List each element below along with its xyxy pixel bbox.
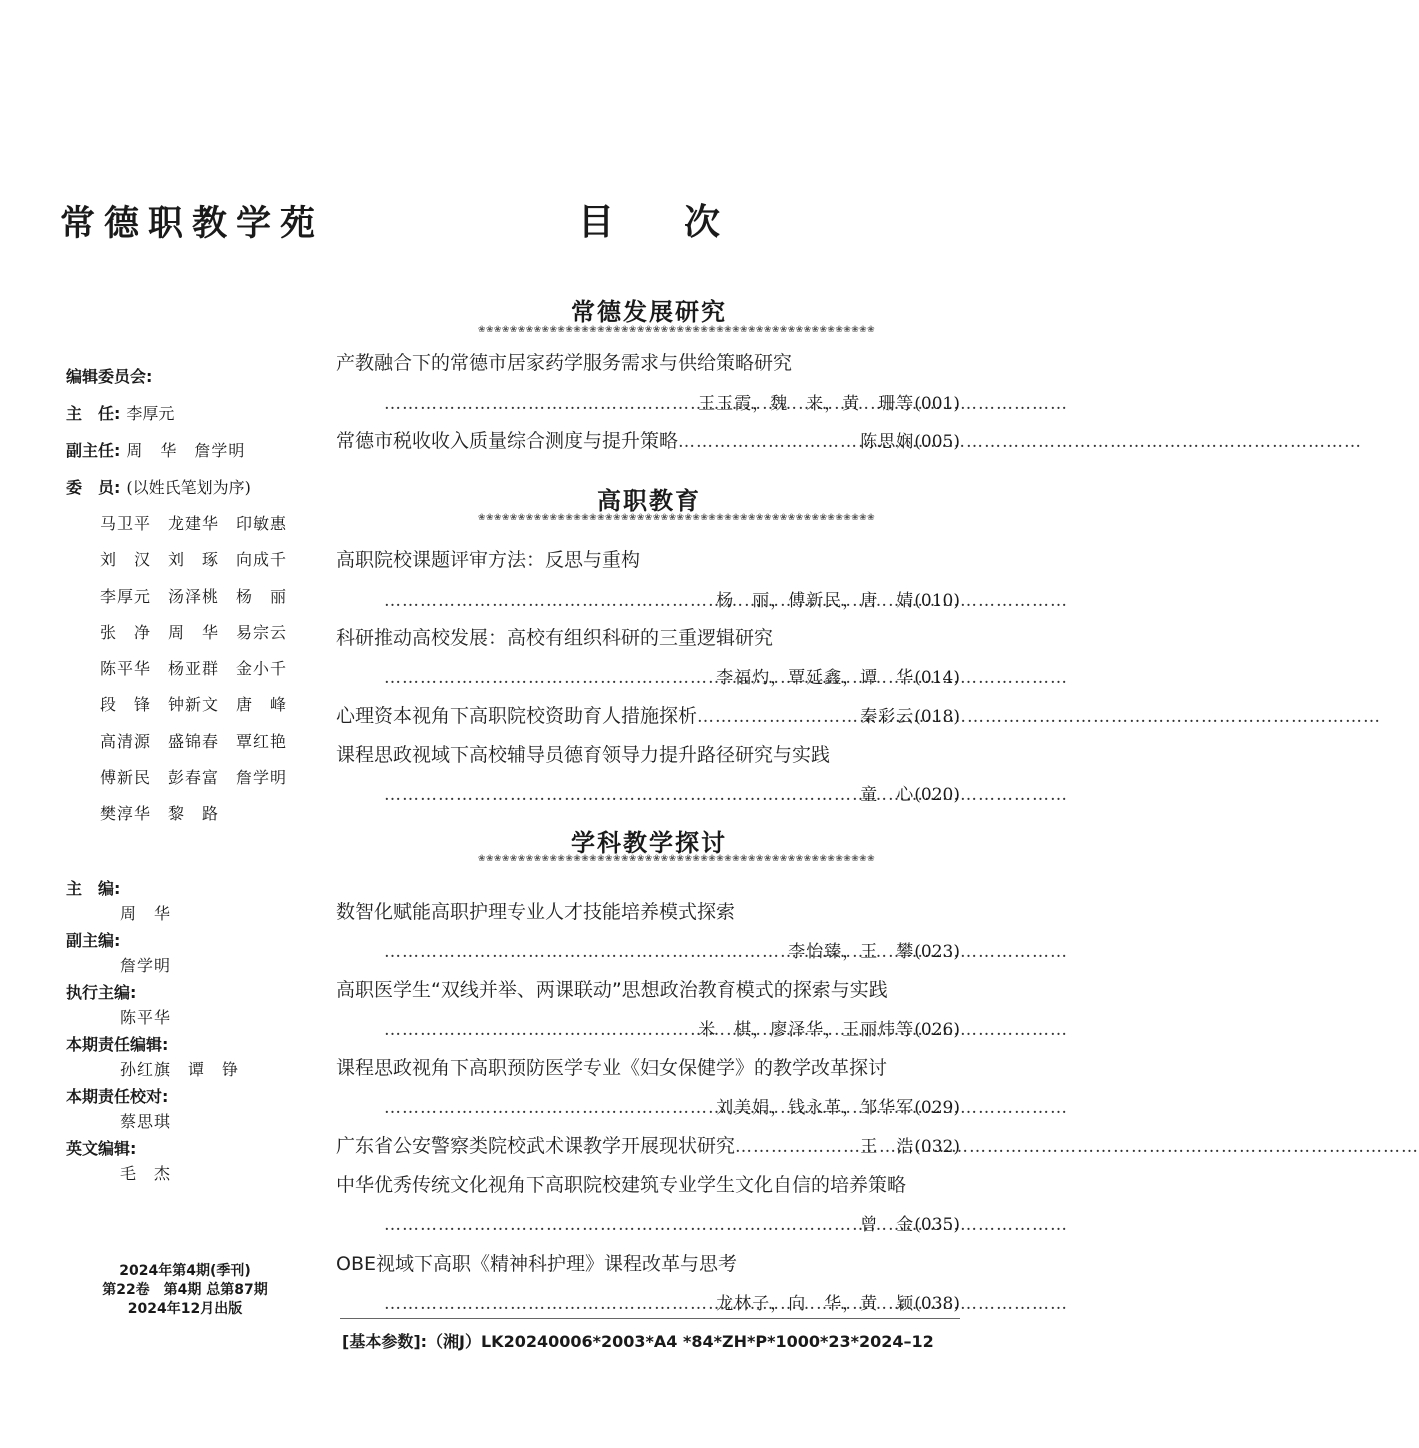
- article-authors: 李怡臻，王 攀: [788, 942, 915, 962]
- article-authors: 杨 丽，傅新民，唐 婧: [716, 591, 915, 611]
- article-title[interactable]: OBE视域下高职《精神科护理》课程改革与思考: [336, 1253, 737, 1275]
- article-page: (032): [914, 1137, 960, 1157]
- staff-label: 本期责任编辑:: [66, 1035, 169, 1054]
- article-authors: 李福灼，覃延鑫，谭 华: [716, 668, 915, 688]
- editorial-committee: [66, 358, 316, 833]
- leader-dots: [678, 432, 860, 452]
- staff-name: 孙红旗 谭 铮: [120, 1060, 240, 1079]
- article-title[interactable]: 常德市税收收入质量综合测度与提升策略: [336, 430, 679, 452]
- article-authors: 米 棋，廖泽华，王丽炜等: [698, 1020, 915, 1040]
- member-row: 傅新民 彭春富 詹学明: [100, 768, 288, 788]
- section-heading: 高职教育: [597, 487, 701, 515]
- article-title[interactable]: 心理资本视角下高职院校资助育人措施探析: [336, 705, 698, 727]
- issue-line-1: 2024年第4期(季刊): [119, 1263, 251, 1279]
- staff-label: 副主编:: [66, 931, 121, 950]
- article-authors: 龙林子，向 华，黄 颖: [716, 1294, 915, 1314]
- member-row: 张 净 周 华 易宗云: [100, 622, 288, 642]
- article-title[interactable]: 中华优秀传统文化视角下高职院校建筑专业学生文化自信的培养策略: [336, 1174, 907, 1196]
- staff-name: 詹学明: [120, 956, 172, 975]
- article-byline: [384, 1289, 960, 1314]
- journal-title: 常德职教学苑: [60, 204, 325, 244]
- leader-dots: [384, 1020, 698, 1040]
- leader-dots: [384, 785, 860, 805]
- issue-info: [80, 1262, 290, 1319]
- ornament-divider: ❀❀❀❀❀❀❀❀❀❀❀❀❀❀❀❀❀❀❀❀❀❀❀❀❀❀❀❀❀❀❀❀❀❀❀❀❀❀❀❀❀❀❀❀❀❀❀❀❀❀: [478, 325, 876, 335]
- leader-dots: [735, 1137, 860, 1157]
- article-title[interactable]: 数智化赋能高职护理专业人才技能培养模式探索: [336, 901, 736, 923]
- leader-dots: [697, 707, 860, 727]
- leader-dots: [384, 1215, 860, 1235]
- article-title[interactable]: 广东省公安警察类院校武术课教学开展现状研究: [336, 1135, 736, 1157]
- article-authors: 秦彩云: [860, 707, 915, 727]
- article-byline: [384, 389, 960, 414]
- article-page: (014): [914, 668, 960, 688]
- member-row: 马卫平 龙建华 印敏惠: [100, 514, 288, 533]
- article-byline: [384, 937, 960, 962]
- article-page: (026): [914, 1020, 960, 1040]
- article-page: (020): [914, 785, 960, 805]
- article-title[interactable]: 课程思政视域下高校辅导员德育领导力提升路径研究与实践: [336, 744, 831, 766]
- leader-dots: [384, 942, 788, 962]
- leader-dots: [384, 1098, 716, 1118]
- member-row: 樊淳华 黎 路: [100, 804, 220, 824]
- ornament-divider: ❀❀❀❀❀❀❀❀❀❀❀❀❀❀❀❀❀❀❀❀❀❀❀❀❀❀❀❀❀❀❀❀❀❀❀❀❀❀❀❀❀❀❀❀❀❀❀❀❀❀: [478, 854, 876, 864]
- staff-name: 周 华: [120, 904, 172, 923]
- editorial-staff: [66, 876, 316, 1188]
- article-authors: 童 心: [860, 785, 915, 805]
- article-title[interactable]: 产教融合下的常德市居家药学服务需求与供给策略研究: [336, 352, 793, 374]
- leader-dots: [384, 591, 716, 611]
- staff-name: 毛 杰: [120, 1164, 172, 1183]
- article-byline: [384, 1093, 960, 1118]
- article-byline: [384, 1015, 960, 1040]
- toc-title: [578, 194, 720, 245]
- article-byline: [384, 586, 960, 611]
- article-page: (023): [914, 942, 960, 962]
- staff-label: 英文编辑:: [66, 1139, 137, 1158]
- article-byline: [384, 1210, 960, 1235]
- deputy-label: 副主任:: [66, 440, 121, 460]
- toc-title-char-2: 次: [684, 202, 721, 243]
- article-title[interactable]: 科研推动高校发展：高校有组织科研的三重逻辑研究: [336, 627, 774, 649]
- article-title[interactable]: 高职院校课题评审方法：反思与重构: [336, 549, 641, 571]
- article-title[interactable]: 高职医学生“双线并举、两课联动”思想政治教育模式的探索与实践: [336, 979, 888, 1001]
- article-authors: 曾 金: [860, 1215, 915, 1235]
- members-note: (以姓氏笔划为序): [126, 477, 251, 497]
- article-authors: 陈思娴: [860, 432, 915, 452]
- director-name: 李厚元: [126, 403, 175, 423]
- article-page: (018): [914, 707, 960, 727]
- article-authors: 刘美娟，钱永革，邹华军: [716, 1098, 915, 1118]
- footer-divider: [340, 1318, 960, 1319]
- ornament-divider: ❀❀❀❀❀❀❀❀❀❀❀❀❀❀❀❀❀❀❀❀❀❀❀❀❀❀❀❀❀❀❀❀❀❀❀❀❀❀❀❀❀❀❀❀❀❀❀❀❀❀: [478, 513, 876, 523]
- article-authors: 王玉霞，魏 来，黄 珊等: [698, 394, 915, 414]
- article-entry: [336, 426, 960, 453]
- article-page: (035): [914, 1215, 960, 1235]
- article-entry: [336, 1131, 960, 1158]
- deputy-names: 周 华 詹学明: [126, 440, 246, 460]
- article-page: (038): [914, 1294, 960, 1314]
- article-byline: [384, 780, 960, 805]
- staff-label: 执行主编:: [66, 983, 137, 1002]
- article-title[interactable]: 课程思政视角下高职预防医学专业《妇女保健学》的教学改革探讨: [336, 1057, 888, 1079]
- issue-line-3: 2024年12月出版: [127, 1301, 243, 1317]
- article-authors: 王 浩: [860, 1137, 915, 1157]
- leader-dots: [384, 1294, 716, 1314]
- member-row: 刘 汉 刘 琢 向成千: [100, 550, 288, 570]
- issue-line-2: 第22卷 第4期 总第87期: [102, 1282, 268, 1298]
- section-heading: 常德发展研究: [571, 298, 727, 326]
- basic-parameters: [基本参数]:（湘J）LK20240006*2003*A4 *84*ZH*P*1000*23*2024–12: [342, 1332, 934, 1351]
- staff-name: 蔡思琪: [120, 1112, 172, 1131]
- member-row: 段 锋 钟新文 唐 峰: [100, 695, 288, 715]
- leader-dots: [384, 394, 698, 414]
- article-page: (029): [914, 1098, 960, 1118]
- article-page: (010): [914, 591, 960, 611]
- leader-dots: [384, 668, 716, 688]
- committee-heading: 编辑委员会:: [66, 366, 153, 386]
- section-heading: 学科教学探讨: [571, 829, 727, 857]
- director-label: 主 任:: [66, 403, 121, 423]
- staff-label: 本期责任校对:: [66, 1087, 169, 1106]
- toc-title-char-1: 目: [578, 202, 615, 243]
- staff-name: 陈平华: [120, 1008, 172, 1027]
- article-entry: [336, 701, 960, 728]
- members-label: 委 员:: [66, 477, 121, 497]
- article-byline: [384, 663, 960, 688]
- staff-label: 主 编:: [66, 879, 121, 898]
- member-row: 高清源 盛锦春 覃红艳: [100, 731, 288, 751]
- member-row: 李厚元 汤泽桃 杨 丽: [100, 586, 288, 606]
- member-row: 陈平华 杨亚群 金小千: [100, 659, 288, 679]
- article-page: (001): [914, 394, 960, 414]
- article-page: (005): [914, 432, 960, 452]
